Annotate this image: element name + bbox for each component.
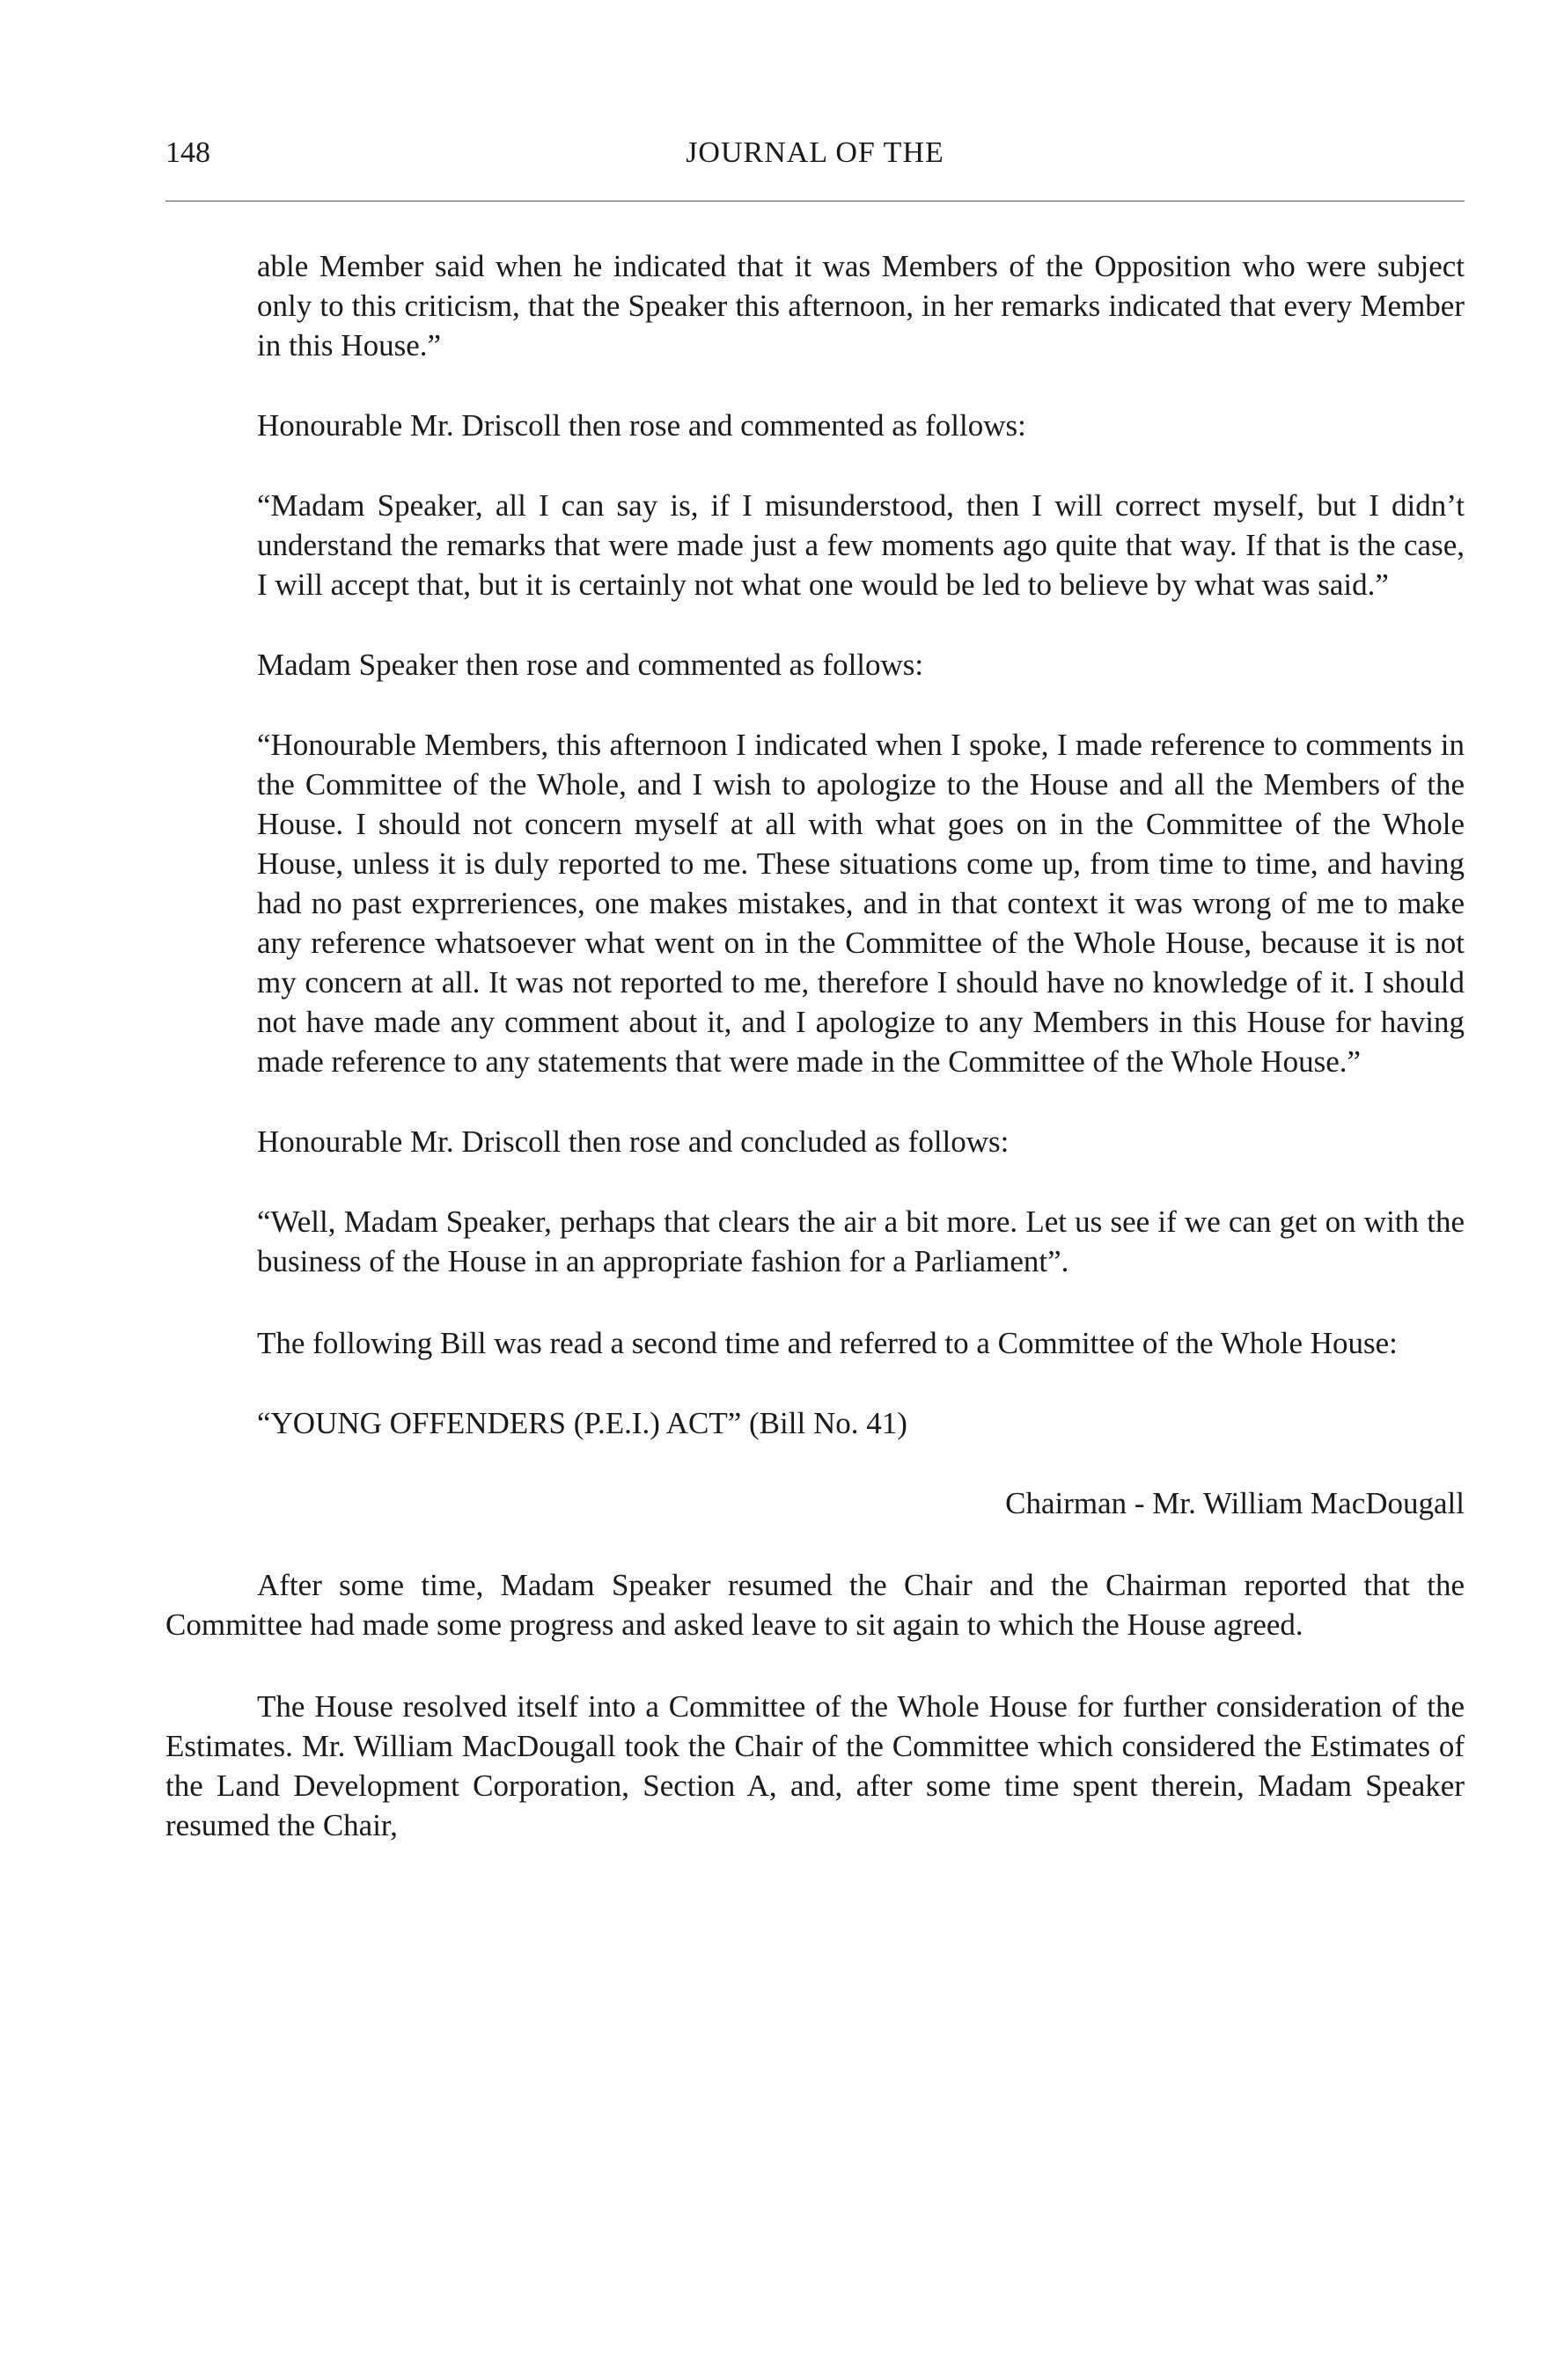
paragraph-speaker-quote: “Honourable Members, this afternoon I indicated when I spoke, I made reference to comments in the Committee of the Whole, and I wish to apologize to the House and all the Members of the House. I should not concern myself at all with what goes on in the Committee of the Whole House, unless it is duly reported to me. These situations come up, from time to time, and having had no past exprreriences, one makes mistakes, and in that context it was wrong of me to make any reference whatsoever what went on in the Committee of the Whole House, because it is not my concern at all. It was not reported to me, therefore I should have no knowledge of it. I should not have made any comment about it, and I apologize to any Members in this House for having made reference to any statements that were made in the Committee of the Whole House.” xyxy=(257,728,1465,1079)
paragraph-speaker-rose: Madam Speaker then rose and commented as follows: xyxy=(257,648,924,682)
paragraph-progress-report: After some time, Madam Speaker resumed the Chair and the Chairman reported that the Committee had made some progress and asked leave to sit again to which the House agreed. xyxy=(165,1568,1465,1642)
paragraph-driscoll-final-quote: “Well, Madam Speaker, perhaps that clears the air a bit more. Let us see if we can get on with the business of the House in an appropriate fashion for a Parliament”. xyxy=(257,1205,1465,1278)
paragraph-driscoll-quote: “Madam Speaker, all I can say is, if I misunderstood, then I will correct myself, but I didn’t understand the remarks that were made just a few moments ago quite that way. If that is the case, I will accept that, but it is certainly not what one would be led to believe by what was said.” xyxy=(257,488,1465,602)
running-head: JOURNAL OF THE xyxy=(686,136,944,169)
paragraph-estimates: The House resolved itself into a Committee of the Whole House for further consideration of the Estimates. Mr. William MacDougall took the Chair of the Committee which considered the Estimates of the Land Development Corporation, Section A, and, after some time spent therein, Madam Speaker resumed the Chair, xyxy=(165,1689,1465,1842)
paragraph-bill-read: The following Bill was read a second time and referred to a Committee of the Whole House: xyxy=(257,1326,1398,1360)
paragraph-continued-quote: able Member said when he indicated that it was Members of the Opposition who were subject only to this criticism, that the Speaker this afternoon, in her remarks indicated that every Member in this House.” xyxy=(257,249,1465,362)
chairman-line: Chairman - Mr. William MacDougall xyxy=(1005,1486,1465,1520)
bill-title: “YOUNG OFFENDERS (P.E.I.) ACT” (Bill No. 41) xyxy=(257,1406,907,1440)
page-header xyxy=(165,130,1465,176)
paragraph-driscoll-concluded: Honourable Mr. Driscoll then rose and concluded as follows: xyxy=(257,1124,1010,1159)
paragraph-driscoll-rose: Honourable Mr. Driscoll then rose and commented as follows: xyxy=(257,408,1026,443)
body-text xyxy=(165,246,1465,1845)
page-number: 148 xyxy=(165,136,210,169)
